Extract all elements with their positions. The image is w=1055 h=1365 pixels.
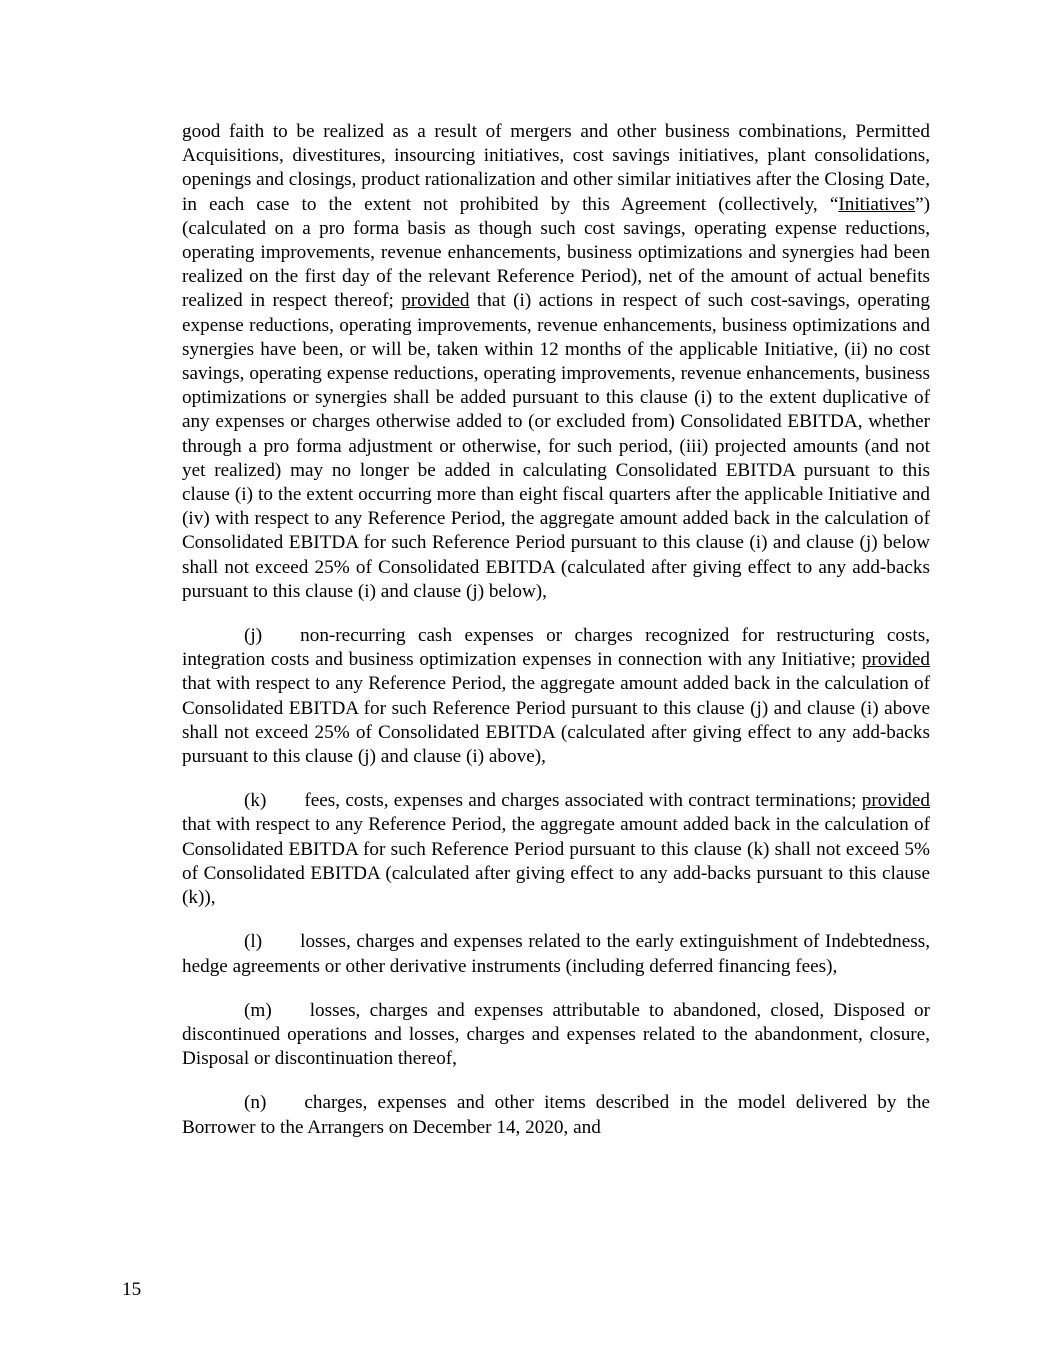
clause-label-spacer <box>262 624 300 648</box>
para-j <box>182 624 930 769</box>
paragraph-text: charges, expenses and other items described in the model delivered by the Borrower to the Arrangers on December 14, 2020, and <box>182 1092 930 1138</box>
clause-label: (k) <box>244 790 267 812</box>
paragraph-indent <box>182 999 244 1023</box>
clause-label-spacer <box>266 789 304 813</box>
para-continuation <box>182 120 930 604</box>
paragraph-text: losses, charges and expenses attributable to abandoned, closed, Disposed or discontinued operations and losses, charges and expenses related to the abandonment, closure, Disposal or discontinuation thereof, <box>182 999 930 1070</box>
para-n <box>182 1091 930 1139</box>
paragraph-text: fees, costs, expenses and charges associated with contract terminations; <box>304 790 862 812</box>
paragraph-text: that with respect to any Reference Period, the aggregate amount added back in the calculation of Consolidated EBITDA for such Reference Period pursuant to this clause (k) shall not exceed 5% of Consolidated EBITDA (calculated after giving effect to any add-backs pursuant to this clause (k)), <box>182 814 930 909</box>
paragraph-text: good faith to be realized as a result of mergers and other business combinations, Permitted Acquisitions, divestitures, insourcing initiatives, cost savings initiatives, plant consolidations, openings and closings, product rationalization and other similar initiatives after the Closing Date, in each case to the extent not prohibited by this Agreement (collectively, “ <box>182 121 930 215</box>
paragraph-indent <box>182 1091 244 1115</box>
paragraph-text: that with respect to any Reference Period, the aggregate amount added back in the calculation of Consolidated EBITDA for such Reference Period pursuant to this clause (j) and clause (i) above shall not exceed 25% of Consolidated EBITDA (calculated after giving effect to any add-backs pursuant to this clause (j) and clause (i) above), <box>182 673 930 768</box>
page-number: 15 <box>122 1279 142 1300</box>
paragraph-indent <box>182 624 244 648</box>
para-l <box>182 930 930 978</box>
paragraph-text: ”) (calculated on a pro forma basis as though such cost savings, operating expense reductions, operating improvements, revenue enhancements, business optimizations and synergies had been realized on the first day of the relevant Reference Period), net of the amount of actual benefits realized in respect thereof; <box>182 193 930 312</box>
defined-term: provided <box>401 290 470 312</box>
clause-label-spacer <box>266 1091 304 1115</box>
clause-label: (l) <box>244 931 263 953</box>
paragraph-text: non-recurring cash expenses or charges recognized for restructuring costs, integration costs and business optimization expenses in connection with any Initiative; <box>182 625 930 671</box>
paragraph-text: losses, charges and expenses related to the early extinguishment of Indebtedness, hedge agreements or other derivative instruments (including deferred financing fees), <box>182 931 930 977</box>
defined-term: provided <box>861 790 930 812</box>
clause-label: (m) <box>244 999 272 1021</box>
defined-term: Initiatives <box>838 193 916 215</box>
paragraph-text: that (i) actions in respect of such cost-savings, operating expense reductions, operating improvements, revenue enhancements, business optimizations and synergies have been, or will be, taken within 12 months of the applicable Initiative, (ii) no cost savings, operating expense reductions, operating improvements, revenue enhancements, business optimizations or synergies shall be added pursuant to this clause (i) to the extent duplicative of any expenses or charges otherwise added to (or excluded from) Consolidated EBITDA, whether through a pro forma adjustment or otherwise, for such period, (iii) projected amounts (and not yet realized) may no longer be added in calculating Consolidated EBITDA pursuant to this clause (i) to the extent occurring more than eight fiscal quarters after the applicable Initiative and (iv) with respect to any Reference Period, the aggregate amount added back in the calculation of Consolidated EBITDA for such Reference Period pursuant to this clause (i) and clause (j) below shall not exceed 25% of Consolidated EBITDA (calculated after giving effect to any add-backs pursuant to this clause (i) and clause (j) below), <box>182 290 930 602</box>
clause-label: (j) <box>244 625 263 647</box>
para-m <box>182 999 930 1072</box>
defined-term: provided <box>861 649 930 671</box>
para-k <box>182 789 930 910</box>
clause-label-spacer <box>272 999 310 1023</box>
paragraph-indent <box>182 930 244 954</box>
clause-label-spacer <box>262 930 300 954</box>
clause-label: (n) <box>244 1092 267 1114</box>
paragraph-indent <box>182 789 244 813</box>
document-body <box>182 120 930 1140</box>
